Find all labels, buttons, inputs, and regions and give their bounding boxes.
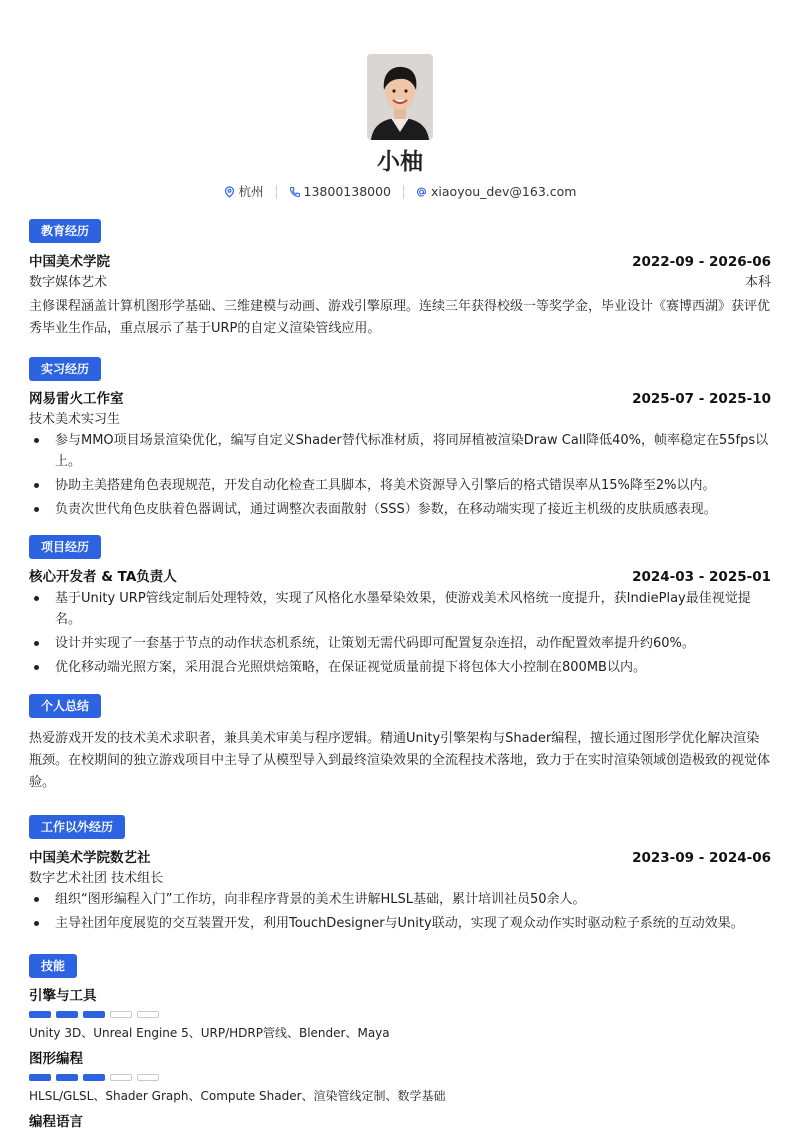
location-text: 杭州	[238, 184, 264, 199]
level-segment-empty	[110, 1074, 132, 1081]
project-date: 2024-03 - 2025-01	[632, 569, 771, 585]
level-segment-filled	[56, 1074, 78, 1081]
extra-bullets	[29, 889, 771, 934]
company-name: 网易雷火工作室	[29, 391, 124, 407]
skill-item	[29, 986, 771, 1042]
at-sign-icon	[416, 186, 427, 198]
level-segment-filled	[29, 1011, 51, 1018]
education-date: 2022-09 - 2026-06	[632, 254, 771, 270]
section-badge-internship: 实习经历	[29, 357, 101, 381]
extra-role: 数字艺术社团 技术组长	[29, 870, 164, 886]
skill-desc: Unity 3D、Unreal Engine 5、URP/HDRP管线、Blender、Maya	[29, 1026, 390, 1040]
map-pin-icon	[224, 186, 235, 198]
project-header-row	[29, 567, 771, 588]
extra-date: 2023-09 - 2024-06	[632, 850, 771, 866]
internship-section	[29, 357, 771, 523]
avatar-photo	[367, 54, 433, 140]
list-item: 协助主美搭建角色表现规范，开发自动化检查工具脚本，将美术资源导入引擎后的格式错误率从15%降至2%以内。	[29, 475, 771, 496]
skill-item	[29, 1112, 771, 1130]
level-segment-filled	[29, 1074, 51, 1081]
list-item: 负责次世代角色皮肤着色器调试，通过调整次表面散射（SSS）参数，在移动端实现了接近主机级的皮肤质感表现。	[29, 499, 771, 520]
summary-text: 热爱游戏开发的技术美术求职者，兼具美术审美与程序逻辑。精通Unity引擎架构与Shader编程，擅长通过图形学优化解决渲染瓶颈。在校期间的独立游戏项目中主导了从模型导入到最终渲染效果的全流程技术落地，致力于在实时渲染领域创造极致的视觉体验。	[29, 731, 771, 790]
section-badge-education: 教育经历	[29, 219, 101, 243]
project-bullets	[29, 588, 771, 678]
project-section	[29, 535, 771, 681]
candidate-name: 小柚	[377, 149, 423, 175]
internship-role: 技术美术实习生	[29, 411, 121, 427]
internship-date: 2025-07 - 2025-10	[632, 391, 771, 407]
list-item: 主导社团年度展览的交互装置开发，利用TouchDesigner与Unity联动，实现了观众动作实时驱动粒子系统的互动效果。	[29, 913, 771, 934]
major: 数字媒体艺术	[29, 274, 108, 290]
education-section	[29, 219, 771, 340]
skill-title: 编程语言	[29, 1114, 83, 1130]
org-name: 中国美术学院数艺社	[29, 850, 151, 866]
level-segment-filled	[56, 1011, 78, 1018]
list-item: 参与MMO项目场景渲染优化，编写自定义Shader替代标准材质，将同屏植被渲染Draw Call降低40%，帧率稳定在55fps以上。	[29, 430, 771, 472]
skills-section	[29, 954, 771, 1130]
phone-icon	[289, 186, 300, 198]
list-item: 组织“图形编程入门”工作坊，向非程序背景的美术生讲解HLSL基础，累计培训社员50余人。	[29, 889, 771, 910]
list-item: 基于Unity URP管线定制后处理特效，实现了风格化水墨晕染效果，使游戏美术风格统一度提升，获IndiePlay最佳视觉提名。	[29, 588, 771, 630]
extra-section	[29, 815, 771, 937]
list-item: 优化移动端光照方案，采用混合光照烘焙策略，在保证视觉质量前提下将包体大小控制在800MB以内。	[29, 657, 771, 678]
level-segment-filled	[83, 1011, 105, 1018]
extra-header-row	[29, 848, 771, 869]
summary-section	[29, 694, 771, 794]
skill-title: 引擎与工具	[29, 988, 97, 1004]
section-badge-project: 项目经历	[29, 535, 101, 559]
internship-header-row	[29, 389, 771, 410]
skill-desc: HLSL/GLSL、Shader Graph、Compute Shader、渲染管线定制、数学基础	[29, 1089, 446, 1103]
email-text: xiaoyou_dev@163.com	[431, 184, 577, 199]
skill-level	[29, 1011, 771, 1018]
contact-location	[212, 182, 276, 201]
level-segment-empty	[137, 1011, 159, 1018]
skill-level	[29, 1074, 771, 1081]
section-badge-extra: 工作以外经历	[29, 815, 125, 839]
level-segment-filled	[83, 1074, 105, 1081]
education-header-row	[29, 252, 771, 273]
section-badge-skills: 技能	[29, 954, 77, 978]
skill-item	[29, 1049, 771, 1105]
contact-info	[0, 182, 800, 201]
level-segment-empty	[137, 1074, 159, 1081]
contact-email[interactable]	[404, 182, 588, 201]
degree: 本科	[744, 274, 771, 290]
list-item: 设计并实现了一套基于节点的动作状态机系统，让策划无需代码即可配置复杂连招，动作配置效率提升约60%。	[29, 633, 771, 654]
section-badge-summary: 个人总结	[29, 694, 101, 718]
school-name: 中国美术学院	[29, 254, 110, 270]
level-segment-empty	[110, 1011, 132, 1018]
internship-bullets	[29, 430, 771, 520]
project-title: 核心开发者 & TA负责人	[29, 569, 177, 585]
education-sub-row	[29, 273, 771, 293]
contact-phone[interactable]	[277, 182, 403, 201]
phone-text: 13800138000	[303, 184, 392, 199]
skill-title: 图形编程	[29, 1051, 83, 1067]
education-description: 主修课程涵盖计算机图形学基础、三维建模与动画、游戏引擎原理。连续三年获得校级一等奖学金，毕业设计《赛博西湖》获评优秀毕业生作品，重点展示了基于URP的自定义渲染管线应用。	[29, 299, 771, 337]
